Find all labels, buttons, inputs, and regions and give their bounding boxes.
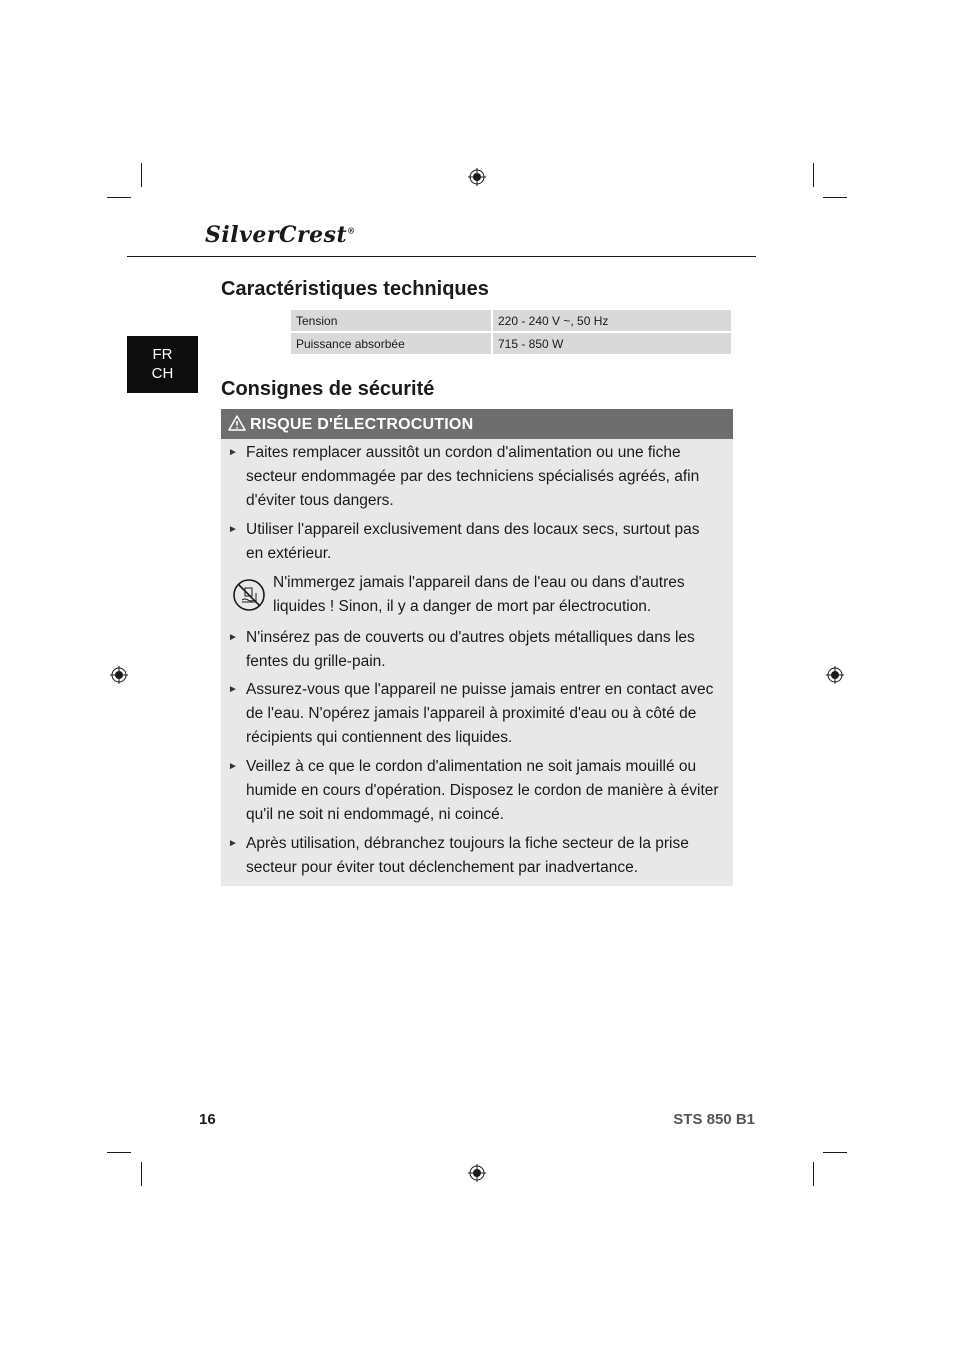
model-number: STS 850 B1 bbox=[673, 1111, 755, 1128]
language-code-ch: CH bbox=[151, 365, 174, 382]
warning-triangle-icon bbox=[228, 415, 246, 431]
crop-mark bbox=[141, 1162, 142, 1186]
crop-mark bbox=[107, 197, 131, 198]
list-item: Faites remplacer aussitôt un cordon d'alimentation ou une fiche secteur endommagée par des techniciens spécialisés agréés, afin d'éviter tous dangers. bbox=[246, 444, 700, 509]
list-item: Assurez-vous que l'appareil ne puisse jamais entrer en contact avec de l'eau. N'opérez jamais l'appareil à proximité d'eau ou à côté de récipients qui contiennent des liquides. bbox=[246, 681, 714, 746]
spec-table bbox=[291, 310, 731, 356]
spec-value: 220 - 240 V ~, 50 Hz bbox=[493, 310, 731, 333]
bullet-arrow-icon: ► bbox=[228, 447, 238, 458]
note-text: N'immergez jamais l'appareil dans de l'eau ou dans d'autres liquides ! Sinon, il y a danger de mort par électrocution. bbox=[273, 574, 685, 615]
no-immersion-icon bbox=[232, 578, 266, 612]
list-item: Après utilisation, débranchez toujours la fiche secteur de la prise secteur pour éviter tout déclenchement par inadvertance. bbox=[246, 835, 689, 876]
registration-mark-icon bbox=[110, 666, 128, 684]
table-row bbox=[291, 333, 731, 356]
warning-title: RISQUE D'ÉLECTROCUTION bbox=[250, 416, 474, 433]
list-item: N'insérez pas de couverts ou d'autres objets métalliques dans les fentes du grille-pain. bbox=[246, 629, 695, 670]
warning-header bbox=[221, 409, 733, 439]
header-rule bbox=[127, 256, 756, 257]
bullet-arrow-icon: ► bbox=[228, 684, 238, 695]
bullet-arrow-icon: ► bbox=[228, 838, 238, 849]
registration-mark-icon bbox=[468, 168, 486, 186]
crop-mark bbox=[813, 163, 814, 187]
bullet-arrow-icon: ► bbox=[228, 761, 238, 772]
crop-mark bbox=[107, 1152, 131, 1153]
list-item: Utiliser l'appareil exclusivement dans des locaux secs, surtout pas en extérieur. bbox=[246, 521, 700, 562]
crop-mark bbox=[141, 163, 142, 187]
bullet-arrow-icon: ► bbox=[228, 632, 238, 643]
registration-mark-icon bbox=[468, 1164, 486, 1182]
crop-mark bbox=[823, 197, 847, 198]
section-title-specs: Caractéristiques techniques bbox=[221, 278, 489, 300]
bullet-arrow-icon: ► bbox=[228, 524, 238, 535]
crop-mark bbox=[823, 1152, 847, 1153]
language-code-fr: FR bbox=[152, 346, 173, 363]
table-row bbox=[291, 310, 731, 333]
spec-value: 715 - 850 W bbox=[493, 333, 731, 356]
language-tab bbox=[127, 336, 198, 393]
section-title-safety: Consignes de sécurité bbox=[221, 378, 435, 400]
spec-label: Puissance absorbée bbox=[291, 333, 493, 356]
spec-label: Tension bbox=[291, 310, 493, 333]
brand-logo: SilverCrest® bbox=[205, 222, 356, 248]
list-item: Veillez à ce que le cordon d'alimentation ne soit jamais mouillé ou humide en cours d'opération. Disposez le cordon de manière à éviter qu'il ne soit ni endommagé, ni coincé. bbox=[246, 758, 719, 823]
registration-mark-icon bbox=[826, 666, 844, 684]
page-number: 16 bbox=[199, 1111, 216, 1128]
crop-mark bbox=[813, 1162, 814, 1186]
